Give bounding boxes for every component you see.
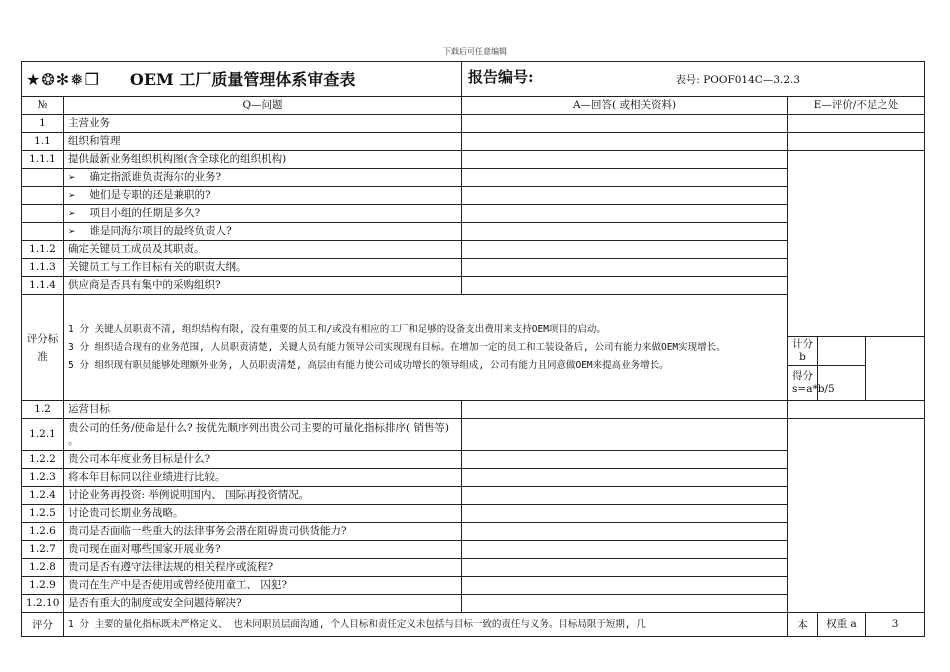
row-number: 1.1.3 <box>22 259 64 277</box>
answer-cell[interactable] <box>462 401 788 419</box>
answer-cell[interactable] <box>462 223 788 241</box>
row-number: 1 <box>22 115 64 133</box>
arrow-bullet-icon <box>68 171 90 183</box>
answer-cell[interactable] <box>462 451 788 469</box>
answer-cell[interactable] <box>462 187 788 205</box>
answer-cell[interactable] <box>462 419 788 451</box>
scoring-label: 评分标准 <box>22 295 64 401</box>
row-question: 贵公司的任务/使命是什么? 按优先顺序列出贵公司主要的可量化指标排序( 销售等) 。 <box>64 419 462 451</box>
row-number: 1.1 <box>22 133 64 151</box>
row-question: 贵司是否有遵守法律法规的相关程序或流程? <box>64 559 462 577</box>
criteria-line-1: 1 分 关键人员职责不清, 组织结构有限, 没有重要的员工和/或没有相应的工厂和足够的设备支出费用来支持OEM项目的启动。 <box>68 323 606 335</box>
table-row <box>22 419 925 451</box>
report-number-label: 报告编号: <box>468 68 534 86</box>
row-number: 1.2.7 <box>22 541 64 559</box>
row-number: 1.2.1 <box>22 419 64 451</box>
row-number: 1.2.5 <box>22 505 64 523</box>
col-header-evaluation: E—评价/不足之处 <box>788 97 925 115</box>
title-row <box>22 62 925 97</box>
criteria-line-3: 3 分 组织适合现有的业务范围, 人员职责清楚, 关键人员有能力领导公司实现现有目标。在增加一定的员工和工装设备后, 公司有能力来做OEM实现增长。 <box>68 341 726 353</box>
row-question: 供应商是否具有集中的采购组织? <box>64 277 462 295</box>
answer-cell[interactable] <box>462 115 788 133</box>
answer-cell[interactable] <box>462 505 788 523</box>
evaluation-cell[interactable] <box>788 151 925 337</box>
evaluation-cell[interactable] <box>788 401 925 419</box>
row-question: 提供最新业务组织机构图(含全球化的组织机构) <box>64 151 462 169</box>
row-question: 运营目标 <box>64 401 462 419</box>
audit-table <box>21 61 925 637</box>
row-question: 将本年目标同以往业绩进行比较。 <box>64 469 462 487</box>
row-question: 贵司在生产中是否使用或曾经使用童工、 囚犯? <box>64 577 462 595</box>
row-question: 贵司现在面对哪些国家开展业务? <box>64 541 462 559</box>
evaluation-cell[interactable] <box>788 133 925 151</box>
row-question: 确定关键员工成员及其职责。 <box>64 241 462 259</box>
item-score-label: 本 <box>788 613 818 637</box>
row-number: 1.2 <box>22 401 64 419</box>
evaluation-cell[interactable] <box>788 115 925 133</box>
answer-cell[interactable] <box>462 151 788 169</box>
scoring-criteria <box>64 295 788 401</box>
arrow-bullet-icon <box>68 207 90 219</box>
row-number: 1.1.1 <box>22 151 64 169</box>
answer-cell[interactable] <box>462 523 788 541</box>
answer-cell[interactable] <box>462 487 788 505</box>
row-question: 组织和管理 <box>64 133 462 151</box>
weight-value: 3 <box>866 613 925 637</box>
row-question: 讨论贵司长期业务战略。 <box>64 505 462 523</box>
bullet-question: ➢ 项目小组的任期是多久? <box>64 205 462 223</box>
row-question: 主营业务 <box>64 115 462 133</box>
row-number: 1.1.4 <box>22 277 64 295</box>
answer-cell[interactable] <box>462 559 788 577</box>
form-title: OEM 工厂质量管理体系审查表 <box>129 69 356 89</box>
row-question: 是否有重大的制度或安全问题待解决? <box>64 595 462 613</box>
table-row <box>22 401 925 419</box>
bullet-question: ➢ 谁是同海尔项目的最终负责人? <box>64 223 462 241</box>
form-title-cell <box>22 62 462 97</box>
weight-label: 权重 a <box>818 613 866 637</box>
row-number: 1.2.10 <box>22 595 64 613</box>
symbol-glyphs: ★❂✻❅❒ <box>26 69 100 89</box>
answer-cell[interactable] <box>462 259 788 277</box>
row-question: 贵公司本年度业务目标是什么? <box>64 451 462 469</box>
row-number: 1.2.4 <box>22 487 64 505</box>
col-header-question: Q—问题 <box>64 97 462 115</box>
row-number: 1.2.2 <box>22 451 64 469</box>
table-row <box>22 115 925 133</box>
table-row <box>22 133 925 151</box>
score-b-value[interactable] <box>818 337 866 366</box>
row-number: 1.2.3 <box>22 469 64 487</box>
answer-cell[interactable] <box>462 169 788 187</box>
table-row <box>22 151 925 169</box>
arrow-bullet-icon <box>68 189 90 201</box>
answer-cell[interactable] <box>462 205 788 223</box>
bullet-question: ➢ 确定指派谁负责海尔的业务? <box>64 169 462 187</box>
answer-cell[interactable] <box>462 469 788 487</box>
evaluation-cell[interactable] <box>788 419 925 613</box>
row-number: 1.2.6 <box>22 523 64 541</box>
scoring-label: 评分 <box>22 613 64 637</box>
answer-cell[interactable] <box>462 595 788 613</box>
formula-label: 得分 s=a*b/5 <box>788 366 818 401</box>
row-question: 关键员工与工作目标有关的职责大纲。 <box>64 259 462 277</box>
report-number-cell <box>462 62 925 97</box>
form-number: 表号: POOF014C—3.2.3 <box>675 74 801 86</box>
row-question: 贵司是否面临一些重大的法律事务会潜在阻碍贵司供货能力? <box>64 523 462 541</box>
row-question: 讨论业务再投资: 举例说明国内、 国际再投资情况。 <box>64 487 462 505</box>
score-b-label: 计分 b <box>788 337 818 366</box>
arrow-bullet-icon <box>68 225 90 237</box>
answer-cell[interactable] <box>462 541 788 559</box>
row-number: 1.2.9 <box>22 577 64 595</box>
answer-cell[interactable] <box>462 133 788 151</box>
row-number: 1.2.8 <box>22 559 64 577</box>
answer-cell[interactable] <box>462 577 788 595</box>
row-number: 1.1.2 <box>22 241 64 259</box>
criteria-line-5: 5 分 组织现有职员能够处理额外业务, 人员职责清楚, 高层由有能力使公司成功增长的领导组成, 公司有能力且同意做OEM来提高业务增长。 <box>68 359 669 371</box>
answer-cell[interactable] <box>462 277 788 295</box>
answer-cell[interactable] <box>462 241 788 259</box>
bullet-question: ➢ 她们是专职的还是兼职的? <box>64 187 462 205</box>
column-header-row <box>22 97 925 115</box>
top-note: 下载后可任意编辑 <box>443 47 507 56</box>
col-header-no: № <box>22 97 64 115</box>
scoring-row <box>22 613 925 637</box>
scoring-criteria: 1 分 主要的量化指标既未严格定义、 也未同职员层面沟通, 个人目标和责任定义未包括与目标一致的责任与义务。目标局限于短期, 几 <box>64 613 788 637</box>
col-header-answer: A—回答( 或相关资料) <box>462 97 788 115</box>
